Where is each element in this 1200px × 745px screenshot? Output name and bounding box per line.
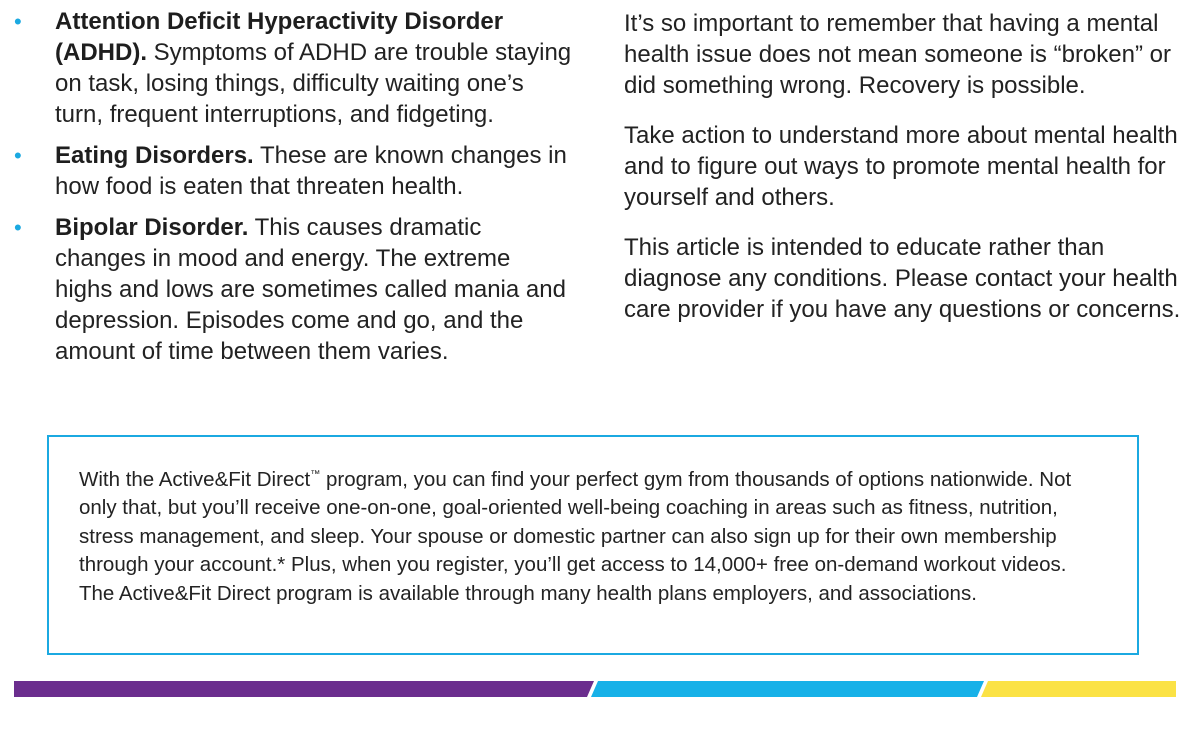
- bullet-icon: •: [14, 215, 22, 240]
- list-item-eating-disorders: [14, 140, 574, 202]
- list-item-description: These are known changes in how food is eaten that threaten health.: [55, 142, 567, 200]
- paragraph-take-action: Take action to understand more about mental health and to figure out ways to promote mental health for yourself and others.: [624, 122, 1178, 211]
- list-item-term: Eating Disorders.: [55, 142, 254, 169]
- footer-color-stripe: [14, 681, 1176, 697]
- callout-text-intro: With the Active&Fit Direct: [79, 468, 311, 491]
- stripe-purple-segment: [14, 681, 594, 697]
- disorder-bullet-list: [14, 6, 574, 367]
- list-item-description: Symptoms of ADHD are trouble staying on task, losing things, difficulty waiting one’s turn, frequent interruptions, and fidgeting.: [55, 39, 572, 128]
- list-item-description: This causes dramatic changes in mood and energy. The extreme highs and lows are sometimes called mania and depression. Episodes come and go, and the amount of time between them varies.: [55, 214, 566, 365]
- list-item-term: Bipolar Disorder.: [55, 214, 249, 241]
- callout-text: [79, 466, 1107, 608]
- paragraph-disclaimer: This article is intended to educate rather than diagnose any conditions. Please contact your health care provider if you have any questions or concerns.: [624, 234, 1181, 323]
- stripe-yellow-segment: [981, 681, 1176, 697]
- trademark-symbol: ™: [310, 469, 321, 480]
- list-item-bipolar-disorder: [14, 212, 574, 367]
- callout-text-body: program, you can find your perfect gym from thousands of options nationwide. Not only that, but you’ll receive one-on-one, goal-oriented well-being coaching in areas such as fitness, nutrition, stress management, and sleep. Your spouse or domestic partner can also sign up for their own membership through your account.* Plus, when you register, you’ll get access to 14,000+ free on-demand workout videos. The Active&Fit Direct program is available through many health plans employers, and associations.: [79, 468, 1072, 605]
- bullet-icon: •: [14, 143, 22, 168]
- right-column: [624, 8, 1184, 344]
- left-column: [14, 6, 574, 377]
- active-fit-callout-box: [47, 435, 1139, 655]
- paragraph-recovery: It’s so important to remember that having a mental health issue does not mean someone is “broken” or did something wrong. Recovery is possible.: [624, 10, 1171, 99]
- stripe-blue-segment: [591, 681, 984, 697]
- list-item-adhd: [14, 6, 574, 130]
- bullet-icon: •: [14, 9, 22, 34]
- list-item-term: Attention Deficit Hyperactivity Disorder (ADHD).: [55, 8, 504, 66]
